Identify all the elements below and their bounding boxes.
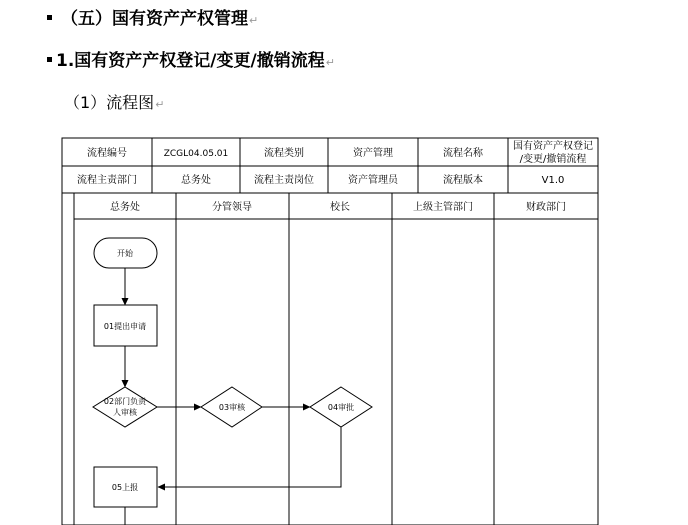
step-02-label-line1: 02部门负责: [103, 397, 147, 406]
paragraph-mark: ↵: [155, 98, 165, 111]
lane-header-general-affairs: 总务处: [110, 202, 140, 213]
step-01-label: 01提出申请: [103, 322, 147, 331]
step-05-label: 05上报: [111, 483, 139, 492]
step-03-label: 03审核: [218, 403, 246, 412]
version-value: V1.0: [541, 175, 565, 186]
step-02-diamond: [93, 387, 157, 427]
figure-label-text: （1）流程图: [64, 93, 155, 112]
start-label: 开始: [117, 249, 133, 258]
paragraph-mark: ↵: [325, 56, 335, 69]
lane-headers: [110, 200, 566, 213]
lane-header-principal: 校长: [330, 202, 350, 213]
category-label: 流程类别: [264, 148, 304, 159]
lane-header-finance-dept: 财政部门: [526, 202, 566, 213]
step-02-label-line2: 人审核: [113, 408, 137, 417]
flow-labels: [104, 248, 354, 492]
info-table-text: [77, 139, 593, 186]
step-04-label: 04审批: [327, 403, 355, 412]
dept-label: 流程主责部门: [77, 175, 137, 186]
post-value: 资产管理员: [348, 175, 398, 186]
post-label: 流程主责岗位: [254, 175, 314, 186]
version-label: 流程版本: [443, 175, 483, 186]
category-value: 资产管理: [353, 148, 393, 159]
dept-value: 总务处: [181, 175, 211, 186]
paragraph-mark: ↵: [249, 14, 259, 27]
arrow-04-to-05: [158, 427, 341, 487]
name-label: 流程名称: [443, 148, 483, 159]
lane-header-superior-dept: 上级主管部门: [413, 202, 473, 213]
code-value: ZCGL04.05.01: [163, 149, 229, 159]
subsection-heading-text: 1.国有资产产权登记/变更/撤销流程: [56, 51, 325, 71]
name-value-line1: 国有资产产权登记: [513, 141, 593, 152]
code-label: 流程编号: [87, 148, 127, 159]
name-value-line2: /变更/撤销流程: [519, 154, 587, 165]
section-heading-text: （五）国有资产产权管理: [61, 9, 248, 29]
flow-shapes: [93, 238, 372, 507]
lane-header-leader: 分管领导: [212, 202, 252, 213]
